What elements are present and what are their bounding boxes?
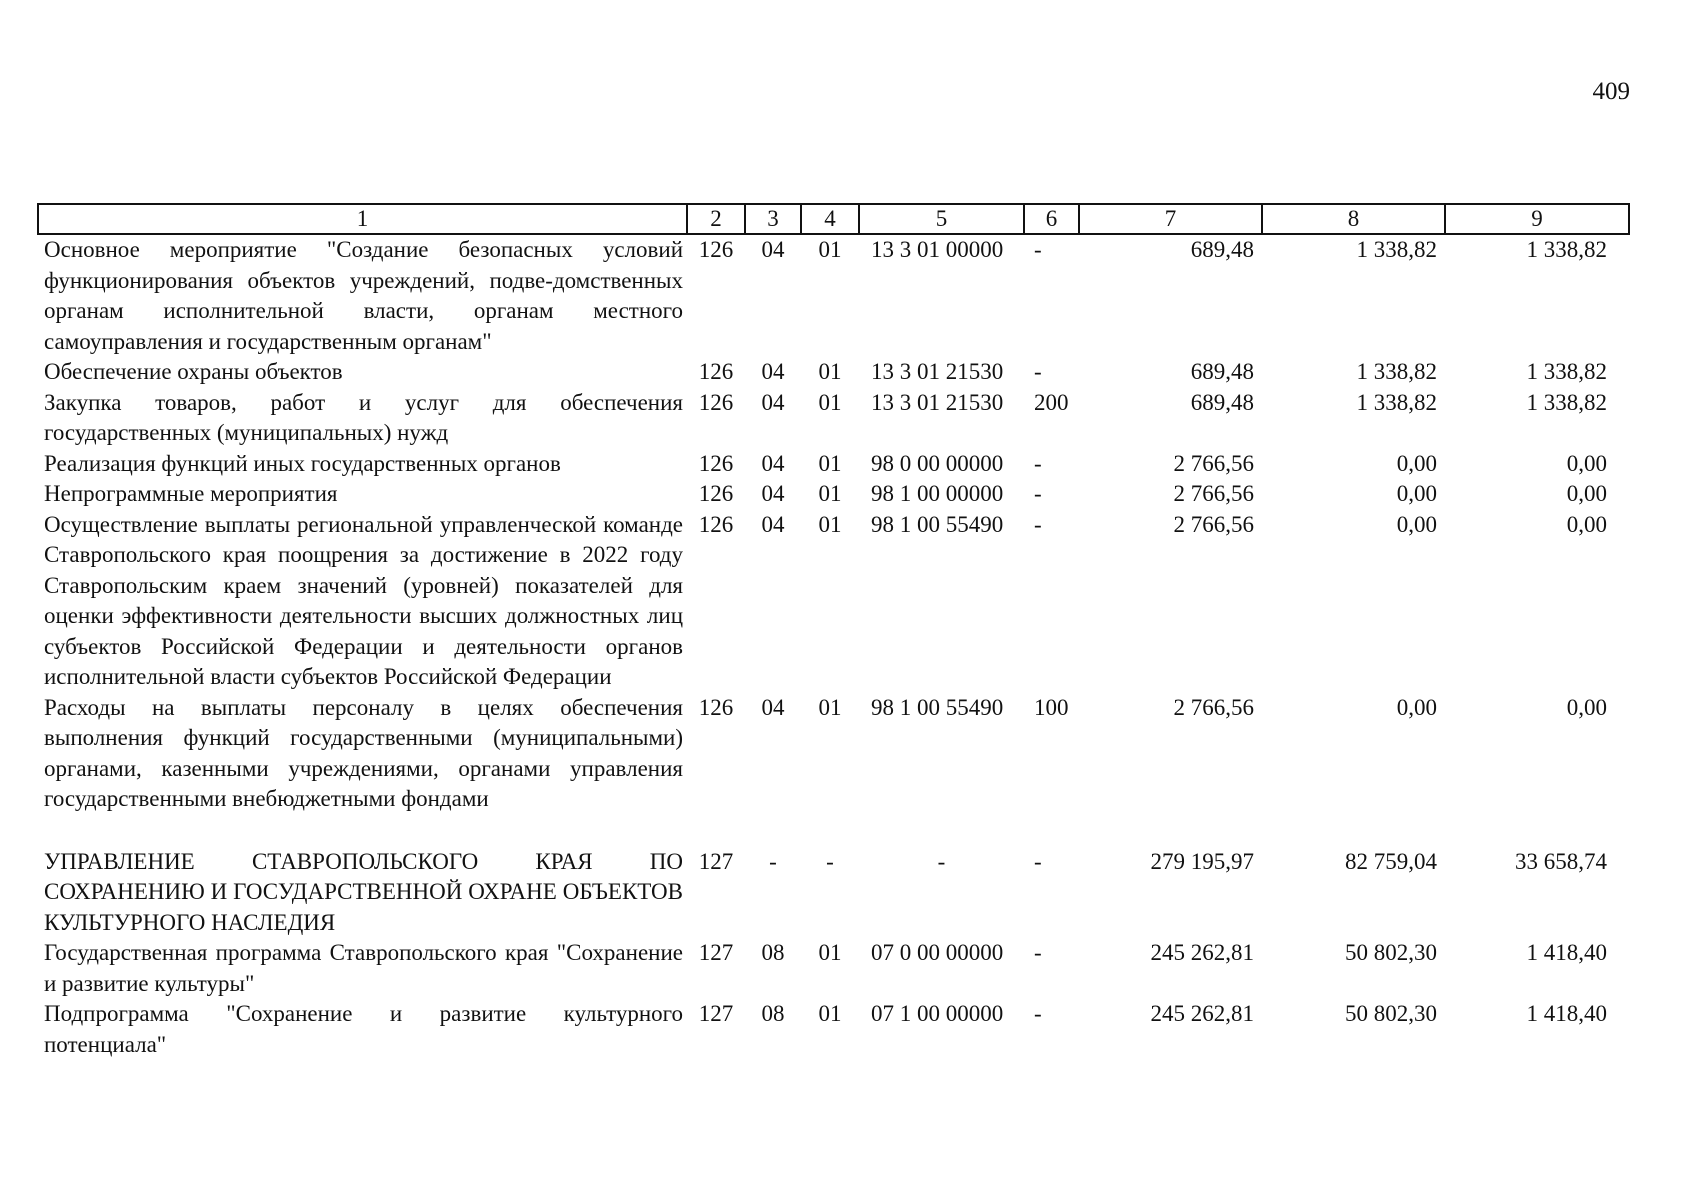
cell-target-article: 13 3 01 00000	[871, 237, 1004, 262]
cell-target-article: 98 1 00 55490	[871, 694, 1004, 720]
cell-target-article: 98 0 00 00000	[871, 450, 1004, 476]
table-row	[38, 357, 1629, 388]
cell-section: 04	[761, 694, 785, 720]
row-name: Реализация функций иных государственных органов	[44, 450, 561, 476]
row-name: Подпрограмма "Сохранение и развитие культурного потенциала"	[44, 1001, 683, 1057]
cell-section: 04	[761, 237, 785, 262]
table-row	[38, 510, 1629, 693]
header-col-8: 8	[1262, 204, 1445, 234]
cell-amount-9: 0,00	[1566, 694, 1607, 720]
cell-amount-9: 0,00	[1566, 511, 1607, 537]
header-col-3: 3	[745, 204, 801, 234]
cell-amount-8: 0,00	[1396, 694, 1437, 720]
table-row	[38, 388, 1629, 449]
cell-amount-9: 1 338,82	[1526, 237, 1607, 262]
cell-amount-8: 0,00	[1396, 481, 1437, 506]
cell-amount-7: 2 766,56	[1173, 450, 1254, 476]
cell-amount-9: 1 338,82	[1526, 359, 1607, 384]
cell-expense-type: 100	[1034, 694, 1069, 720]
row-name: Государственная программа Ставропольского края "Сохранение и развитие культуры"	[44, 940, 683, 996]
cell-target-article: 98 1 00 55490	[871, 511, 1004, 537]
header-col-1: 1	[38, 204, 687, 234]
cell-amount-7: 689,48	[1190, 237, 1254, 262]
table-row	[38, 449, 1629, 480]
cell-expense-type: -	[1034, 237, 1042, 262]
cell-expense-type: -	[1034, 940, 1042, 965]
cell-amount-7: 689,48	[1190, 359, 1254, 384]
cell-expense-type: 200	[1034, 389, 1069, 415]
table-body	[38, 234, 1629, 1060]
cell-expense-type: -	[1034, 511, 1042, 537]
page-number: 409	[1592, 78, 1630, 105]
cell-amount-7: 2 766,56	[1173, 694, 1254, 720]
cell-amount-8: 82 759,04	[1345, 848, 1437, 874]
cell-target-article: 07 1 00 00000	[871, 1001, 1004, 1026]
cell-amount-9: 33 658,74	[1515, 848, 1607, 874]
row-name: Закупка товаров, работ и услуг для обеспечения государственных (муниципальных) нужд	[44, 389, 683, 445]
cell-subsection: 01	[818, 450, 842, 476]
spacer-cell	[38, 815, 1629, 847]
cell-target-article: 13 3 01 21530	[871, 359, 1004, 384]
cell-amount-9: 1 418,40	[1526, 940, 1607, 965]
budget-table	[37, 203, 1630, 1060]
cell-subsection: 01	[818, 237, 842, 262]
cell-amount-8: 1 338,82	[1356, 389, 1437, 415]
cell-ministry: 127	[698, 1001, 734, 1026]
cell-subsection: 01	[818, 481, 842, 506]
cell-subsection: 01	[818, 511, 842, 537]
cell-amount-7: 279 195,97	[1150, 848, 1254, 874]
row-name: Обеспечение охраны объектов	[44, 359, 343, 384]
header-col-9: 9	[1445, 204, 1629, 234]
cell-amount-7: 245 262,81	[1150, 940, 1254, 965]
table-row	[38, 847, 1629, 939]
cell-subsection: 01	[818, 1001, 842, 1026]
cell-ministry: 126	[698, 450, 734, 476]
cell-target-article: 07 0 00 00000	[871, 940, 1004, 965]
header-col-4: 4	[801, 204, 859, 234]
header-col-5: 5	[859, 204, 1024, 234]
table-header	[38, 204, 1629, 234]
cell-amount-8: 0,00	[1396, 511, 1437, 537]
header-col-2: 2	[687, 204, 745, 234]
cell-amount-7: 2 766,56	[1173, 511, 1254, 537]
cell-expense-type: -	[1034, 848, 1042, 874]
cell-section: -	[769, 848, 777, 874]
cell-ministry: 127	[698, 940, 734, 965]
row-name: Непрограммные мероприятия	[44, 481, 338, 506]
cell-section: 08	[761, 1001, 785, 1026]
table-row	[38, 234, 1629, 357]
row-name: Основное мероприятие "Создание безопасных условий функционирования объектов учреждений, подве-домственных органам исполнительной власти, органам местного самоуправления и государственным органам"	[44, 237, 683, 354]
cell-expense-type: -	[1034, 450, 1042, 476]
cell-section: 04	[761, 481, 785, 506]
cell-ministry: 127	[698, 848, 734, 874]
header-col-6: 6	[1024, 204, 1079, 234]
cell-amount-7: 245 262,81	[1150, 1001, 1254, 1026]
row-name: Осуществление выплаты региональной управленческой команде Ставропольского края поощрения за достижение в 2022 году Ставропольским краем значений (уровней) показателей для оценки эффективности деятельности высших должностных лиц субъектов Российской Федерации и деятельности органов исполнительной власти субъектов Российской Федерации	[44, 511, 683, 689]
cell-amount-9: 0,00	[1566, 450, 1607, 476]
cell-subsection: 01	[818, 940, 842, 965]
cell-amount-8: 50 802,30	[1345, 1001, 1437, 1026]
header-col-7: 7	[1079, 204, 1262, 234]
cell-expense-type: -	[1034, 1001, 1042, 1026]
table-row	[38, 693, 1629, 815]
cell-amount-7: 689,48	[1190, 389, 1254, 415]
cell-amount-9: 0,00	[1566, 481, 1607, 506]
cell-ministry: 126	[698, 481, 734, 506]
cell-subsection: 01	[818, 359, 842, 384]
row-name: Расходы на выплаты персоналу в целях обеспечения выполнения функций государственными (муниципальными) органами, казенными учреждениями, органами управления государственными внебюджетными фондами	[44, 694, 683, 811]
row-name: УПРАВЛЕНИЕ СТАВРОПОЛЬСКОГО КРАЯ ПО СОХРАНЕНИЮ И ГОСУДАРСТВЕННОЙ ОХРАНЕ ОБЪЕКТОВ КУЛЬТУРНОГО НАСЛЕДИЯ	[44, 848, 683, 935]
cell-amount-9: 1 418,40	[1526, 1001, 1607, 1026]
cell-amount-8: 0,00	[1396, 450, 1437, 476]
cell-subsection: 01	[818, 389, 842, 415]
cell-expense-type: -	[1034, 481, 1042, 506]
cell-target-article: 13 3 01 21530	[871, 389, 1004, 415]
cell-section: 04	[761, 511, 785, 537]
cell-section: 04	[761, 389, 785, 415]
cell-amount-8: 50 802,30	[1345, 940, 1437, 965]
cell-ministry: 126	[698, 389, 734, 415]
cell-subsection: 01	[818, 694, 842, 720]
cell-amount-8: 1 338,82	[1356, 359, 1437, 384]
cell-subsection: -	[826, 848, 834, 874]
table-row	[38, 999, 1629, 1060]
cell-ministry: 126	[698, 237, 734, 262]
header-row	[38, 204, 1629, 234]
table-row	[38, 938, 1629, 999]
cell-amount-7: 2 766,56	[1173, 481, 1254, 506]
cell-expense-type: -	[1034, 359, 1042, 384]
cell-target-article: 98 1 00 00000	[871, 481, 1004, 506]
cell-target-article: -	[937, 848, 946, 874]
cell-section: 04	[761, 359, 785, 384]
cell-ministry: 126	[698, 511, 734, 537]
cell-ministry: 126	[698, 694, 734, 720]
row-spacer	[38, 815, 1629, 847]
cell-section: 08	[761, 940, 785, 965]
cell-amount-9: 1 338,82	[1526, 389, 1607, 415]
cell-section: 04	[761, 450, 785, 476]
cell-ministry: 126	[698, 359, 734, 384]
cell-amount-8: 1 338,82	[1356, 237, 1437, 262]
table-row	[38, 479, 1629, 510]
